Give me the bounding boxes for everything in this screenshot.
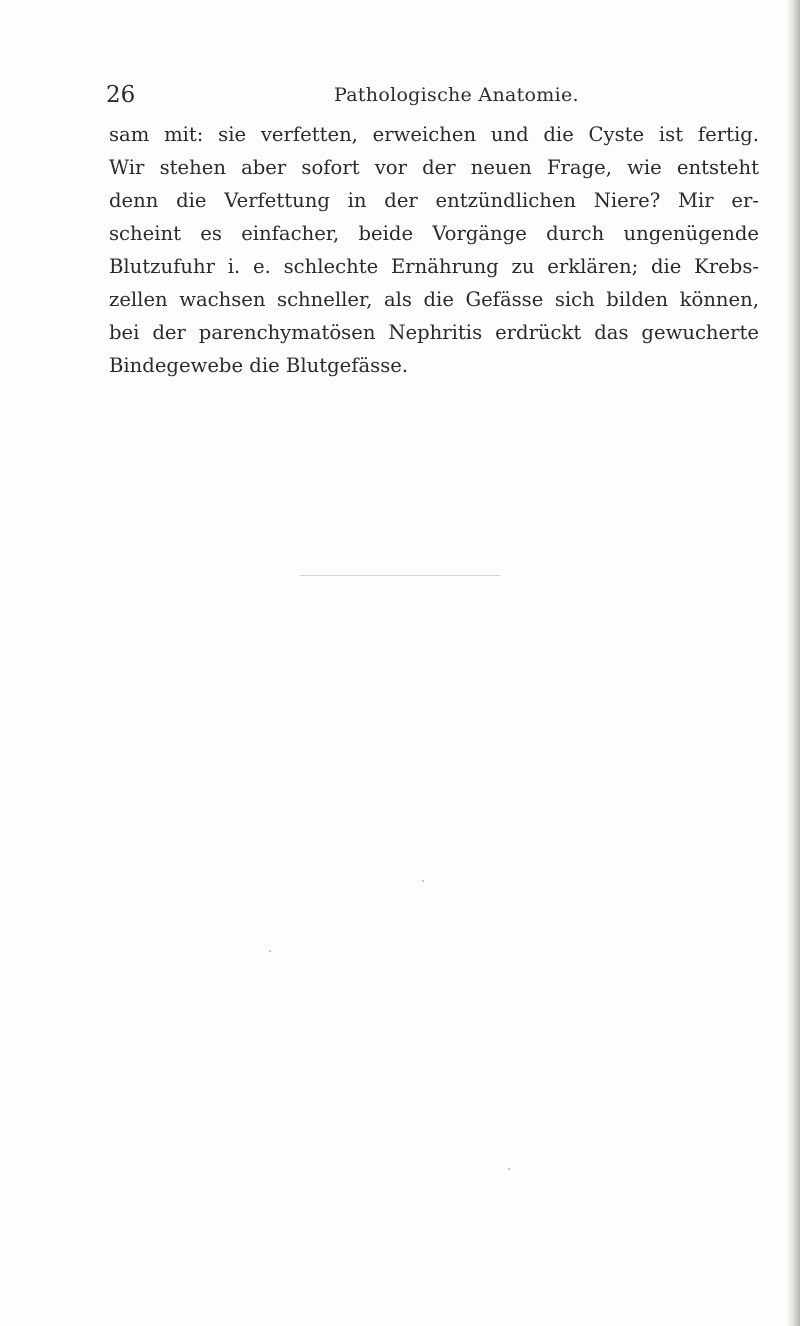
text-line-3: denn die Verfettung in der entzündlichen Niere? Mir er- — [109, 189, 759, 212]
text-line-2: Wir stehen aber sofort vor der neuen Frage, wie entsteht — [109, 156, 759, 179]
text-line-7: bei der parenchymatösen Nephritis erdrückt das gewucherte — [109, 321, 759, 344]
text-line-6: zellen wachsen schneller, als die Gefässe sich bilden können, — [109, 288, 759, 311]
page-number: 26 — [106, 82, 136, 108]
page-edge-shadow — [786, 0, 800, 1326]
paper-speck — [508, 1168, 510, 1170]
paper-speck — [269, 950, 271, 952]
text-line-4: scheint es einfacher, beide Vorgänge durch ungenügende — [109, 222, 759, 245]
body-paragraph — [109, 118, 759, 382]
running-title: Pathologische Anatomie. — [334, 84, 579, 106]
show-through-rule — [300, 575, 500, 576]
text-line-5: Blutzufuhr i. e. schlechte Ernährung zu erklären; die Krebs- — [109, 255, 759, 278]
paper-speck — [422, 880, 424, 882]
text-line-8: Bindegewebe die Blutgefässe. — [109, 354, 409, 377]
page-header — [106, 80, 746, 110]
text-line-1: sam mit: sie verfetten, erweichen und die Cyste ist fertig. — [109, 123, 759, 146]
